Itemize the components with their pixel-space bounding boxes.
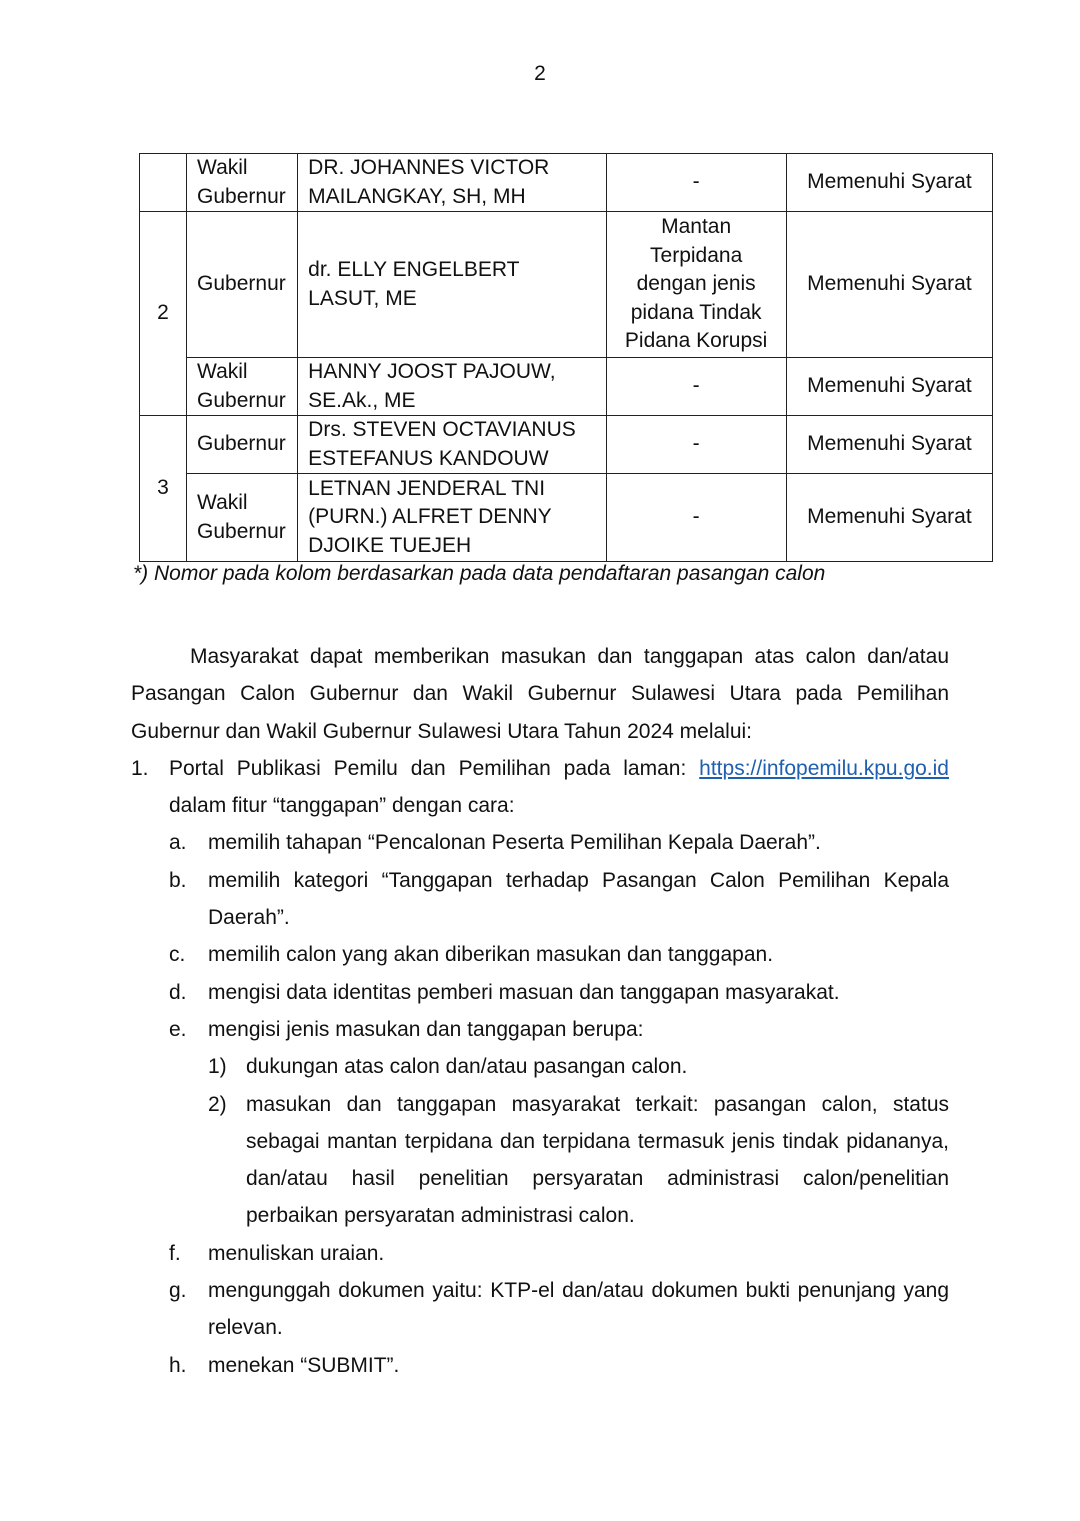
- cell-nama: DR. JOHANNES VICTOR MAILANGKAY, SH, MH: [298, 154, 606, 212]
- table-footnote: *) Nomor pada kolom berdasarkan pada data pendaftaran pasangan calon: [133, 562, 826, 585]
- step-e: [169, 1011, 949, 1048]
- cell-status: Memenuhi Syarat: [786, 416, 992, 474]
- cell-status: Memenuhi Syarat: [786, 474, 992, 562]
- table-row: [140, 212, 993, 358]
- body-text: [131, 638, 949, 1384]
- cell-keterangan: Mantan Terpidana dengan jenis pidana Tindak Pidana Korupsi: [606, 212, 786, 358]
- cell-no: 2: [140, 212, 187, 416]
- step-g: [169, 1272, 949, 1347]
- cell-no: [140, 154, 187, 212]
- substep-text: masukan dan tanggapan masyarakat terkait: pasangan calon, status sebagai mantan terpidana dan terpidana termasuk jenis tindak pidananya, dan/atau hasil penelitian persyaratan administrasi calon/penelitian perbaikan persyaratan administrasi calon.: [246, 1092, 949, 1228]
- cell-jabatan: Wakil Gubernur: [187, 358, 298, 416]
- substep-text: dukungan atas calon dan/atau pasangan calon.: [246, 1055, 688, 1079]
- step-marker: a.: [169, 831, 187, 855]
- step-text: mengunggah dokumen yaitu: KTP-el dan/atau dokumen bukti penunjang yang relevan.: [208, 1279, 949, 1340]
- step-text: memilih calon yang akan diberikan masukan dan tanggapan.: [208, 943, 774, 967]
- table-row: [140, 416, 993, 474]
- step-marker: b.: [169, 868, 187, 892]
- page-number: 2: [534, 62, 546, 85]
- cell-jabatan: Gubernur: [187, 416, 298, 474]
- step-marker: c.: [169, 943, 186, 967]
- cell-nama: HANNY JOOST PAJOUW, SE.Ak., ME: [298, 358, 606, 416]
- cell-jabatan: Wakil Gubernur: [187, 154, 298, 212]
- step-marker: h.: [169, 1353, 187, 1377]
- intro-paragraph: Masyarakat dapat memberikan masukan dan tanggapan atas calon dan/atau Pasangan Calon Gubernur dan Wakil Gubernur Sulawesi Utara pada Pemilihan Gubernur dan Wakil Gubernur Sulawesi Utara Tahun 2024 melalui:: [131, 645, 949, 743]
- cell-keterangan: -: [606, 358, 786, 416]
- list-item-content: [169, 750, 949, 825]
- list-item-1: [131, 750, 949, 825]
- cell-keterangan: -: [606, 154, 786, 212]
- cell-status: Memenuhi Syarat: [786, 212, 992, 358]
- step-d: [169, 974, 949, 1011]
- list-marker: 1.: [131, 756, 149, 780]
- step-c: [169, 936, 949, 973]
- cell-keterangan: -: [606, 474, 786, 562]
- step-b: [169, 862, 949, 937]
- substep-1: [208, 1048, 949, 1085]
- substep-marker: 2): [208, 1092, 227, 1116]
- step-text: menuliskan uraian.: [208, 1241, 385, 1265]
- cell-nama: Drs. STEVEN OCTAVIANUS ESTEFANUS KANDOUW: [298, 416, 606, 474]
- step-text: memilih kategori “Tanggapan terhadap Pasangan Calon Pemilihan Kepala Daerah”.: [208, 868, 949, 930]
- cell-nama: dr. ELLY ENGELBERT LASUT, ME: [298, 212, 606, 358]
- table-row: [140, 358, 993, 416]
- infopemilu-link[interactable]: https://infopemilu.kpu.go.id: [699, 756, 949, 780]
- cell-nama: LETNAN JENDERAL TNI (PURN.) ALFRET DENNY DJOIKE TUEJEH: [298, 474, 606, 562]
- cell-no: 3: [140, 416, 187, 562]
- step-h: [169, 1347, 949, 1384]
- step-f: [169, 1235, 949, 1272]
- cell-status: Memenuhi Syarat: [786, 358, 992, 416]
- step-marker: g.: [169, 1279, 187, 1303]
- step-a: [169, 824, 949, 861]
- table-row: [140, 474, 993, 562]
- cell-keterangan: -: [606, 416, 786, 474]
- step-text: mengisi jenis masukan dan tanggapan berupa:: [208, 1017, 644, 1041]
- item-text: Portal Publikasi Pemilu dan Pemilihan pada laman:: [169, 756, 700, 780]
- cell-jabatan: Gubernur: [187, 212, 298, 358]
- substep-2: [208, 1086, 949, 1235]
- step-text: memilih tahapan “Pencalonan Peserta Pemilihan Kepala Daerah”.: [208, 831, 821, 855]
- cell-jabatan: Wakil Gubernur: [187, 474, 298, 562]
- step-marker: f.: [169, 1241, 181, 1265]
- table-row: [140, 154, 993, 212]
- item-text: dalam fitur “tanggapan” dengan cara:: [169, 794, 515, 818]
- cell-status: Memenuhi Syarat: [786, 154, 992, 212]
- step-text: menekan “SUBMIT”.: [208, 1353, 400, 1377]
- substep-marker: 1): [208, 1055, 227, 1079]
- candidate-table: [139, 153, 993, 562]
- step-marker: d.: [169, 980, 187, 1004]
- step-text: mengisi data identitas pemberi masuan dan tanggapan masyarakat.: [208, 980, 840, 1004]
- step-marker: e.: [169, 1017, 187, 1041]
